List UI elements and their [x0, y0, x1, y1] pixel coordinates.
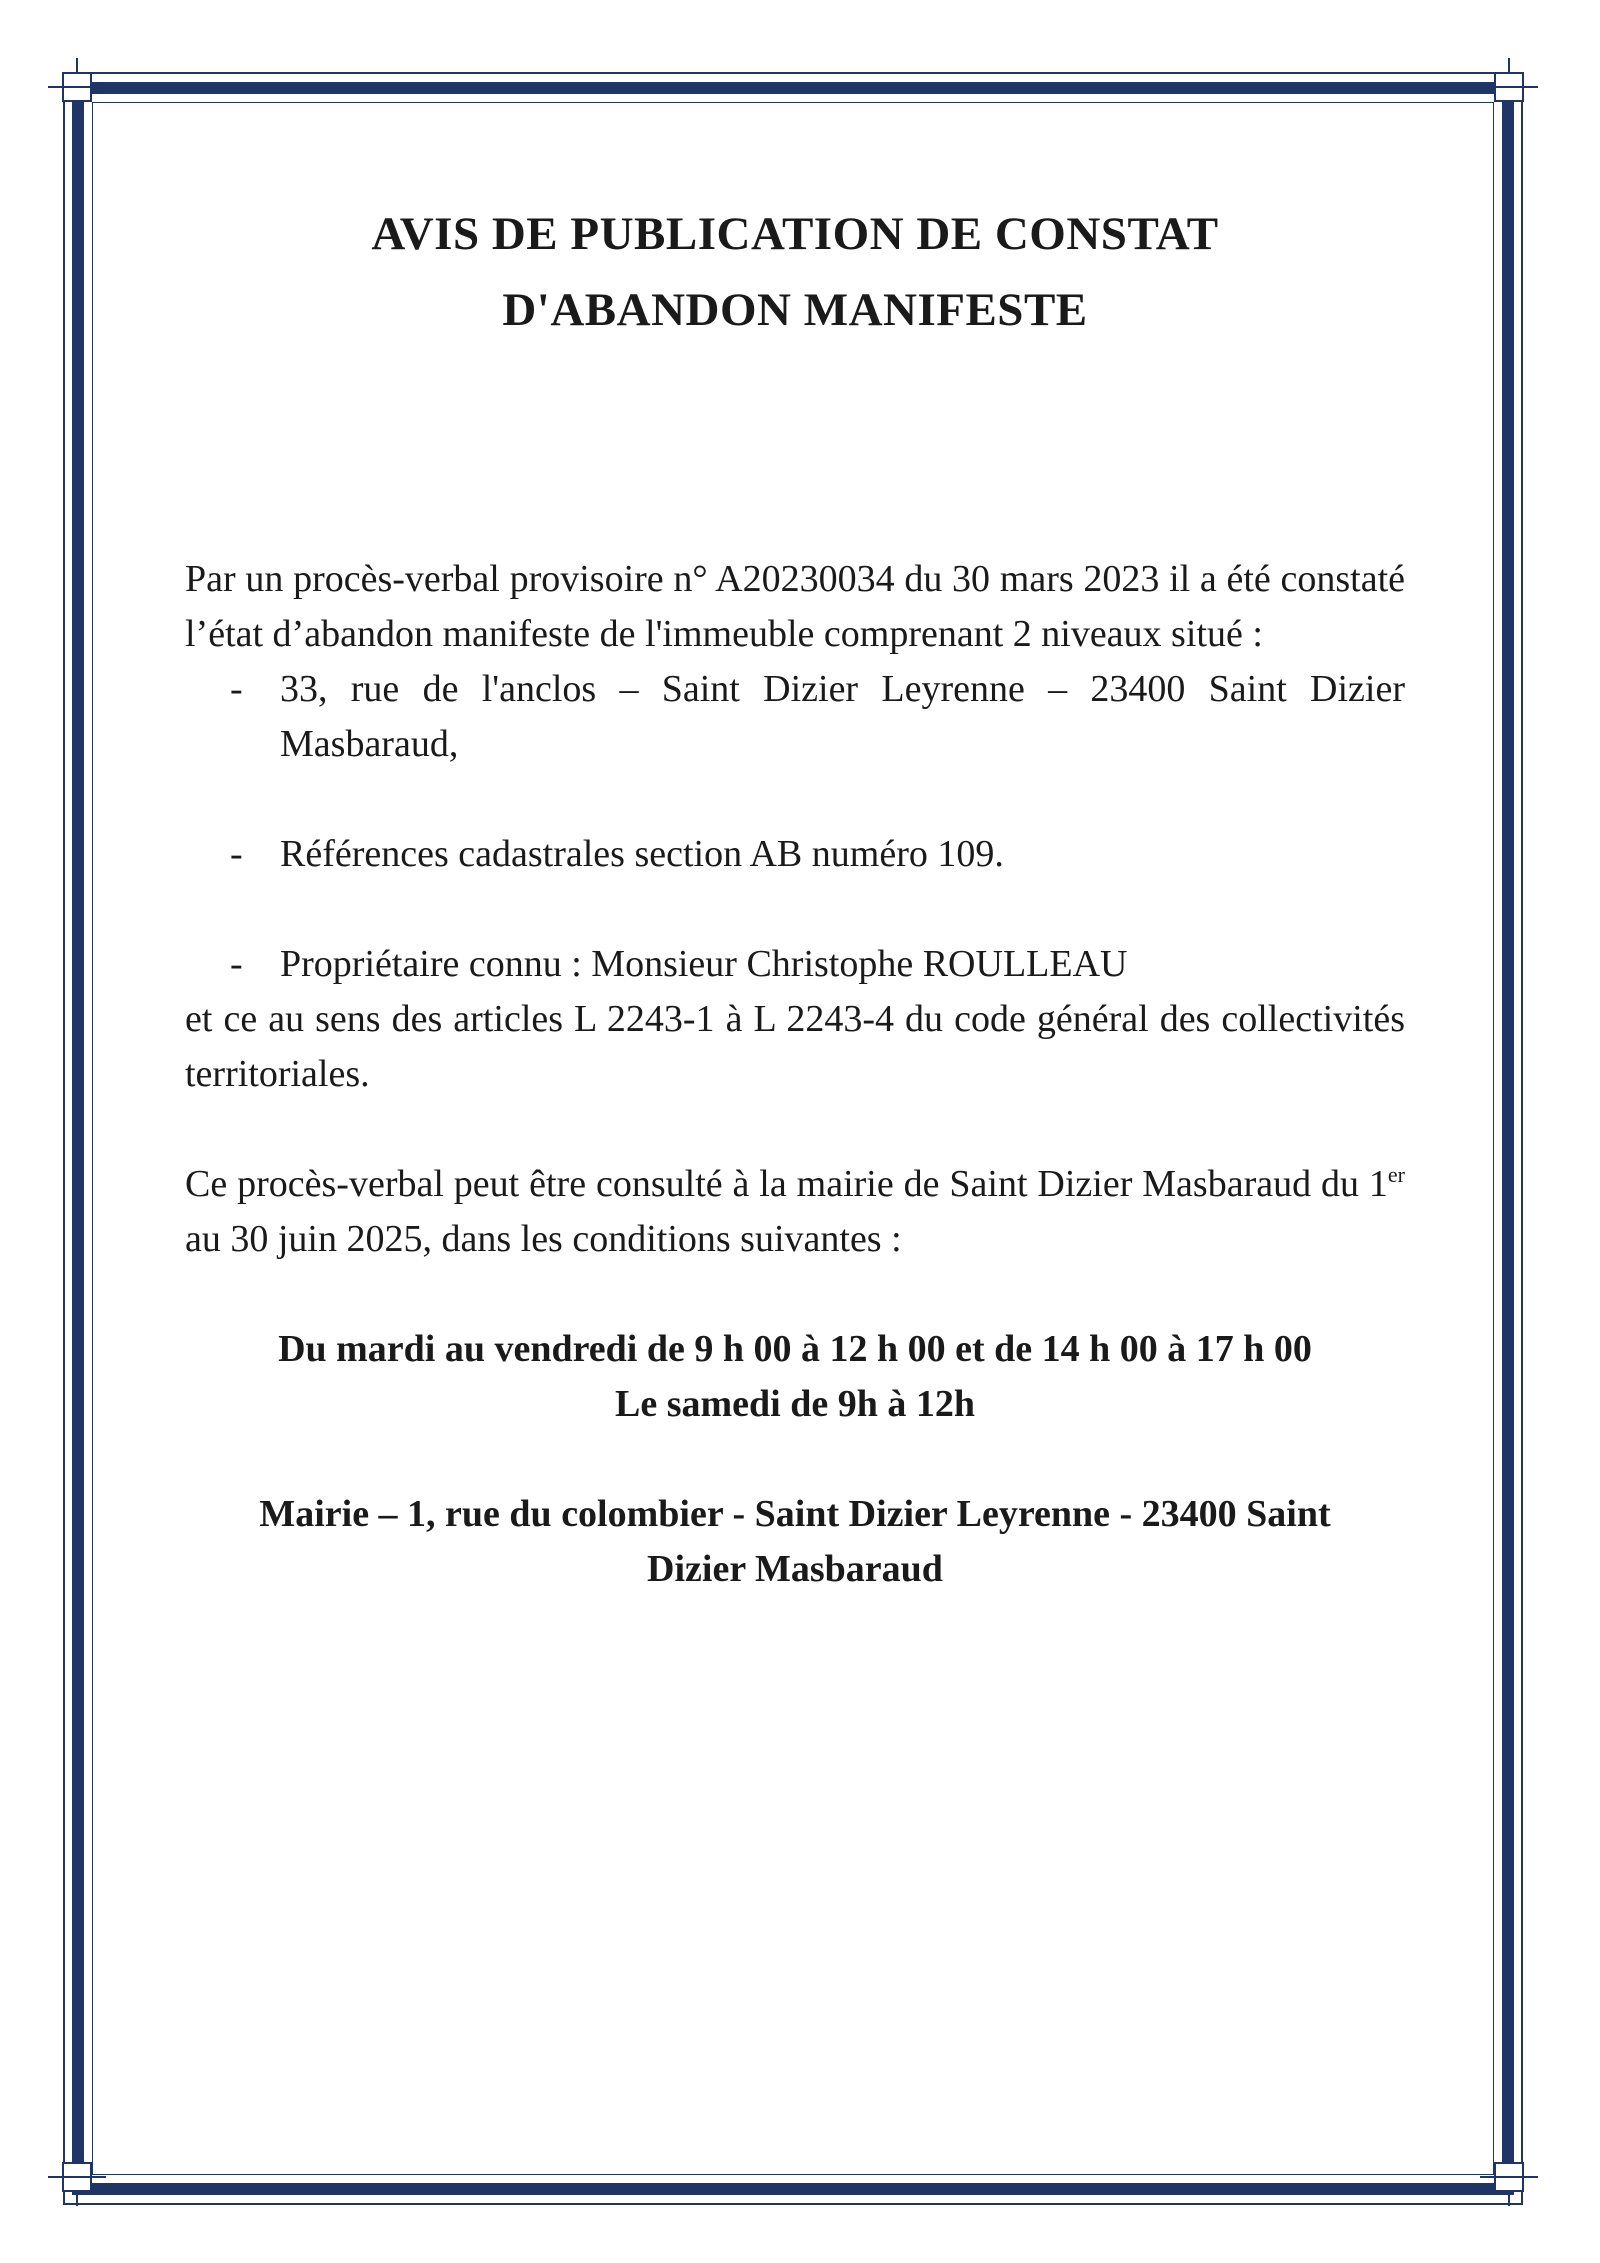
border-corner-ornament-bottom-left	[48, 2148, 106, 2206]
document-body	[185, 552, 1405, 1597]
consultation-text-after: au 30 juin 2025, dans les conditions suivantes :	[185, 1218, 902, 1260]
consultation-superscript: er	[1387, 1162, 1405, 1187]
bullet-owner-text: Propriétaire connu : Monsieur Christophe ROULLEAU	[280, 943, 1128, 985]
opening-hours-saturday: Le samedi de 9h à 12h	[615, 1383, 975, 1425]
bullet-address-text: 33, rue de l'anclos – Saint Dizier Leyrenne – 23400 Saint Dizier Masbaraud,	[280, 668, 1405, 765]
address-line-2: Dizier Masbaraud	[647, 1548, 943, 1590]
bullet-address	[185, 662, 1405, 772]
document-title	[180, 196, 1410, 348]
address-line-1: Mairie – 1, rue du colombier - Saint Dizier Leyrenne - 23400 Saint	[259, 1493, 1331, 1535]
bullet-cadastral	[185, 827, 1405, 882]
town-hall-address	[185, 1487, 1405, 1597]
bullet-dash: -	[230, 668, 243, 710]
intro-paragraph: Par un procès-verbal provisoire n° A20230034 du 30 mars 2023 il a été constaté l’état d’abandon manifeste de l'immeuble comprenant 2 niveaux situé :	[185, 558, 1405, 655]
border-corner-ornament-top-right	[1480, 58, 1538, 116]
bullet-owner	[185, 937, 1405, 992]
bullet-dash: -	[230, 943, 243, 985]
title-line-1: AVIS DE PUBLICATION DE CONSTAT	[371, 208, 1219, 260]
consultation-text-before: Ce procès-verbal peut être consulté à la mairie de Saint Dizier Masbaraud du 1	[185, 1163, 1388, 1205]
consultation-paragraph	[185, 1157, 1405, 1267]
border-corner-ornament-bottom-right	[1480, 2148, 1538, 2206]
bullet-dash: -	[230, 833, 243, 875]
articles-paragraph: et ce au sens des articles L 2243-1 à L 2243-4 du code général des collectivités territoriales.	[185, 998, 1405, 1095]
title-line-2: D'ABANDON MANIFESTE	[502, 284, 1088, 336]
opening-hours-weekdays: Du mardi au vendredi de 9 h 00 à 12 h 00 et de 14 h 00 à 17 h 00	[278, 1328, 1312, 1370]
bullet-cadastral-text: Références cadastrales section AB numéro 109.	[280, 833, 1004, 875]
border-corner-ornament-top-left	[48, 58, 106, 116]
